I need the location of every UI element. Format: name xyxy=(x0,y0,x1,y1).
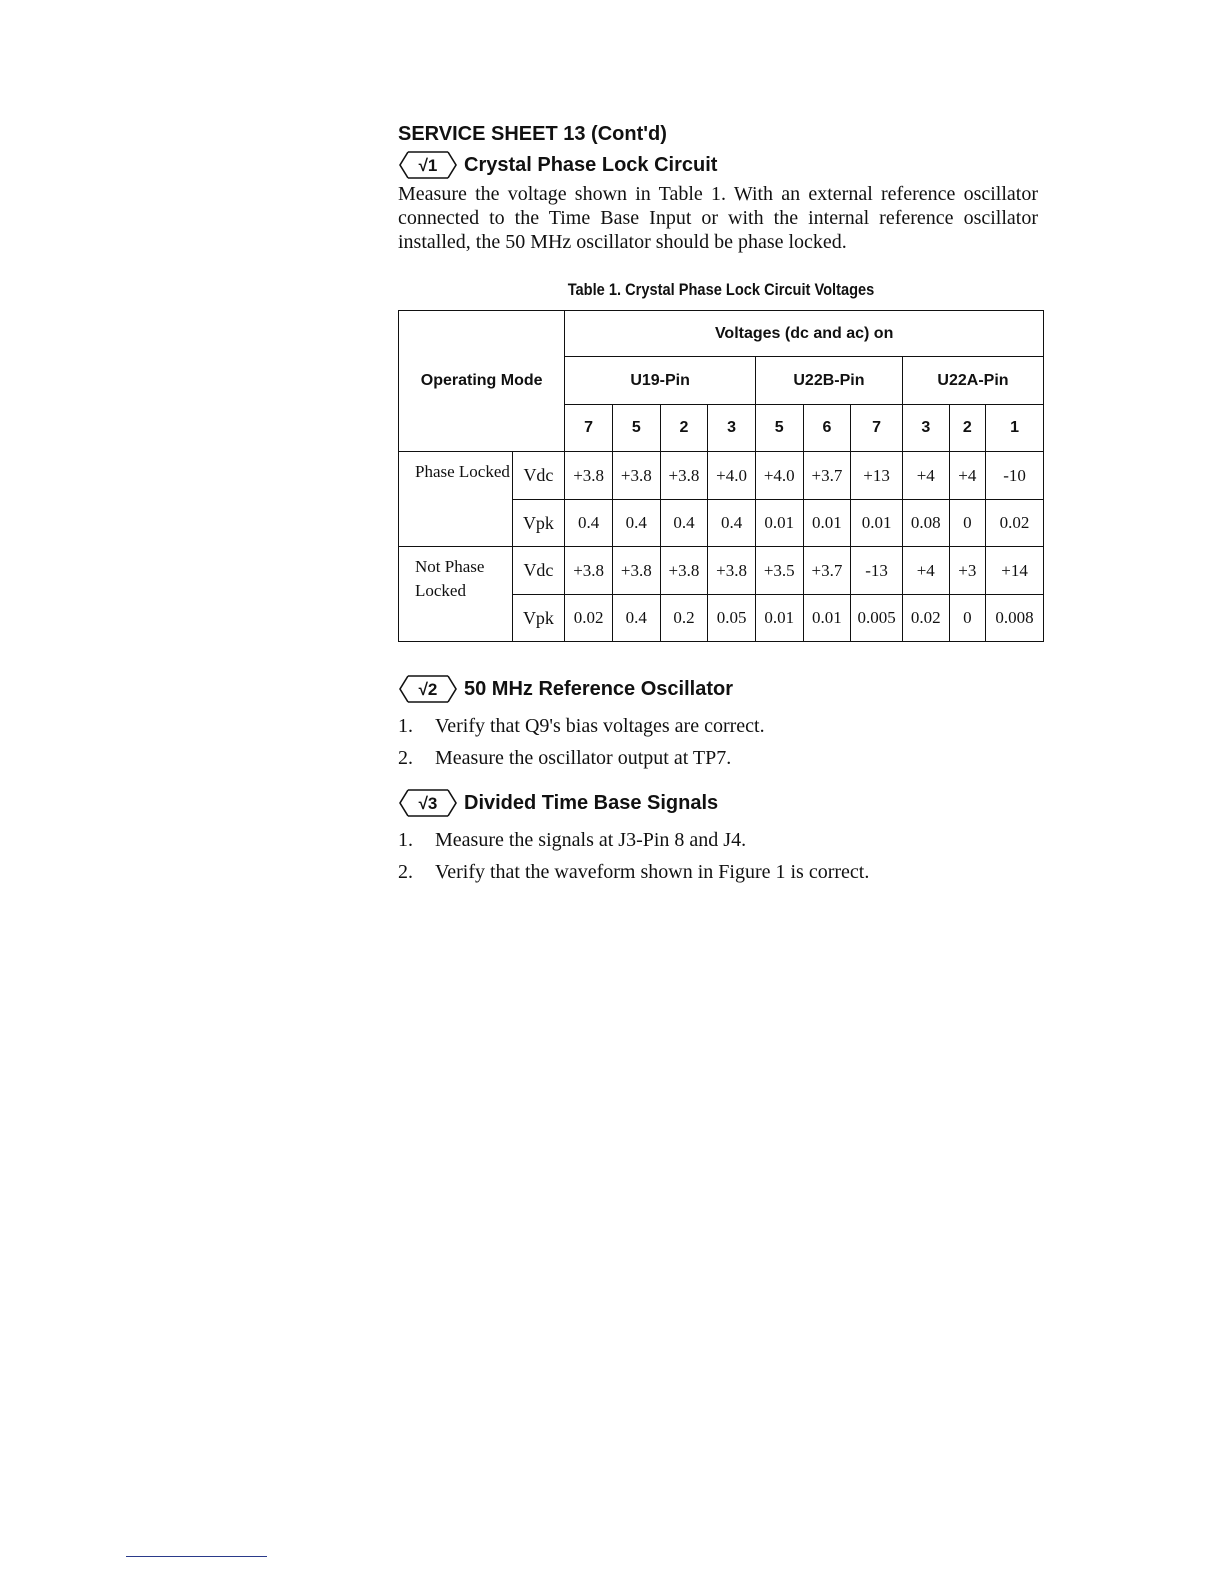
table-caption: Table 1. Crystal Phase Lock Circuit Voltages xyxy=(567,280,875,299)
table-cell: 0.02 xyxy=(565,595,613,642)
table-cell: +3.8 xyxy=(612,452,660,500)
table-cell: -10 xyxy=(986,452,1044,500)
pin-header: 5 xyxy=(612,405,660,452)
table-cell: +3.8 xyxy=(708,547,756,595)
footer-rule xyxy=(126,1556,267,1557)
table-cell: +13 xyxy=(851,452,903,500)
group-header-u19: U19-Pin xyxy=(565,357,756,405)
table-cell: -13 xyxy=(851,547,903,595)
table-cell: +14 xyxy=(986,547,1044,595)
table-cell: 0.2 xyxy=(660,595,708,642)
table-cell: 0.01 xyxy=(803,500,851,547)
pin-header: 1 xyxy=(986,405,1044,452)
table-row xyxy=(399,547,1044,595)
step-badge-label: √3 xyxy=(418,794,438,813)
table-cell: +4 xyxy=(902,452,949,500)
table-cell: +3.8 xyxy=(660,452,708,500)
step-3-heading xyxy=(398,788,1044,818)
table-cell: 0.4 xyxy=(612,500,660,547)
step-2-list xyxy=(398,710,1044,774)
table-cell: +3 xyxy=(949,547,986,595)
step-2-title: 50 MHz Reference Oscillator xyxy=(464,677,733,700)
table-cell: +3.8 xyxy=(612,547,660,595)
step-badge-icon xyxy=(398,150,458,180)
table-cell: 0.01 xyxy=(803,595,851,642)
pin-header: 7 xyxy=(565,405,613,452)
table-cell: 0.02 xyxy=(902,595,949,642)
operating-mode-header: Operating Mode xyxy=(399,311,565,452)
pin-header: 3 xyxy=(708,405,756,452)
group-header-u22b: U22B-Pin xyxy=(755,357,902,405)
table-cell: 0.05 xyxy=(708,595,756,642)
unit-label: Vdc xyxy=(512,547,565,595)
table-cell: +3.8 xyxy=(660,547,708,595)
step-badge-label: √1 xyxy=(418,156,438,175)
pin-header: 2 xyxy=(660,405,708,452)
table-cell: 0.01 xyxy=(755,500,803,547)
table-cell: +3.8 xyxy=(565,452,613,500)
unit-label: Vpk xyxy=(512,500,565,547)
sheet-title: SERVICE SHEET 13 (Cont'd) xyxy=(398,123,667,145)
pin-header: 6 xyxy=(803,405,851,452)
table-cell: 0.08 xyxy=(902,500,949,547)
table-cell: 0.02 xyxy=(986,500,1044,547)
table-cell: 0.4 xyxy=(708,500,756,547)
unit-label: Vdc xyxy=(512,452,565,500)
table-cell: 0.4 xyxy=(565,500,613,547)
table-cell: 0.4 xyxy=(660,500,708,547)
table-cell: 0.01 xyxy=(755,595,803,642)
pin-header: 7 xyxy=(851,405,903,452)
condition-phase-locked: Phase Locked xyxy=(399,452,513,547)
table-cell: +3.7 xyxy=(803,452,851,500)
table-cell: 0.008 xyxy=(986,595,1044,642)
step-3-section xyxy=(398,788,1044,888)
table-cell: 0 xyxy=(949,595,986,642)
pin-header: 3 xyxy=(902,405,949,452)
step-badge-label: √2 xyxy=(418,680,438,699)
table-cell: +4 xyxy=(949,452,986,500)
table-row xyxy=(399,452,1044,500)
list-item: 1. Measure the signals at J3-Pin 8 and J4. xyxy=(398,829,747,851)
list-item: 1. Verify that Q9's bias voltages are correct. xyxy=(398,715,765,737)
pin-header: 2 xyxy=(949,405,986,452)
step-3-title: Divided Time Base Signals xyxy=(464,791,719,814)
table-cell: +4.0 xyxy=(755,452,803,500)
unit-label: Vpk xyxy=(512,595,565,642)
table-cell: +3.8 xyxy=(565,547,613,595)
pin-header: 5 xyxy=(755,405,803,452)
table-cell: 0 xyxy=(949,500,986,547)
step-2-heading xyxy=(398,674,1044,704)
step-1-paragraph: Measure the voltage shown in Table 1. With an external reference oscillator connected to the Time Base Input or with the internal reference oscillator installed, the 50 MHz oscillator should be phase locked. xyxy=(398,183,1038,253)
voltages-header: Voltages (dc and ac) on xyxy=(565,311,1044,357)
table-cell: 0.005 xyxy=(851,595,903,642)
table-cell: +4.0 xyxy=(708,452,756,500)
table-cell: +4 xyxy=(902,547,949,595)
step-1-title: Crystal Phase Lock Circuit xyxy=(464,153,718,176)
table-cell: +3.5 xyxy=(755,547,803,595)
voltage-table xyxy=(398,310,1044,642)
list-item: 2. Verify that the waveform shown in Figure 1 is correct. xyxy=(398,861,870,883)
step-1-heading xyxy=(398,150,1044,180)
step-3-list xyxy=(398,824,1044,888)
condition-not-phase-locked: Not Phase Locked xyxy=(399,547,513,642)
group-header-u22a: U22A-Pin xyxy=(902,357,1043,405)
table-cell: +3.7 xyxy=(803,547,851,595)
step-badge-icon xyxy=(398,788,458,818)
step-badge-icon xyxy=(398,674,458,704)
table-cell: 0.01 xyxy=(851,500,903,547)
list-item: 2. Measure the oscillator output at TP7. xyxy=(398,747,732,769)
step-2-section xyxy=(398,674,1044,774)
table-cell: 0.4 xyxy=(612,595,660,642)
service-sheet-page xyxy=(398,120,1044,888)
